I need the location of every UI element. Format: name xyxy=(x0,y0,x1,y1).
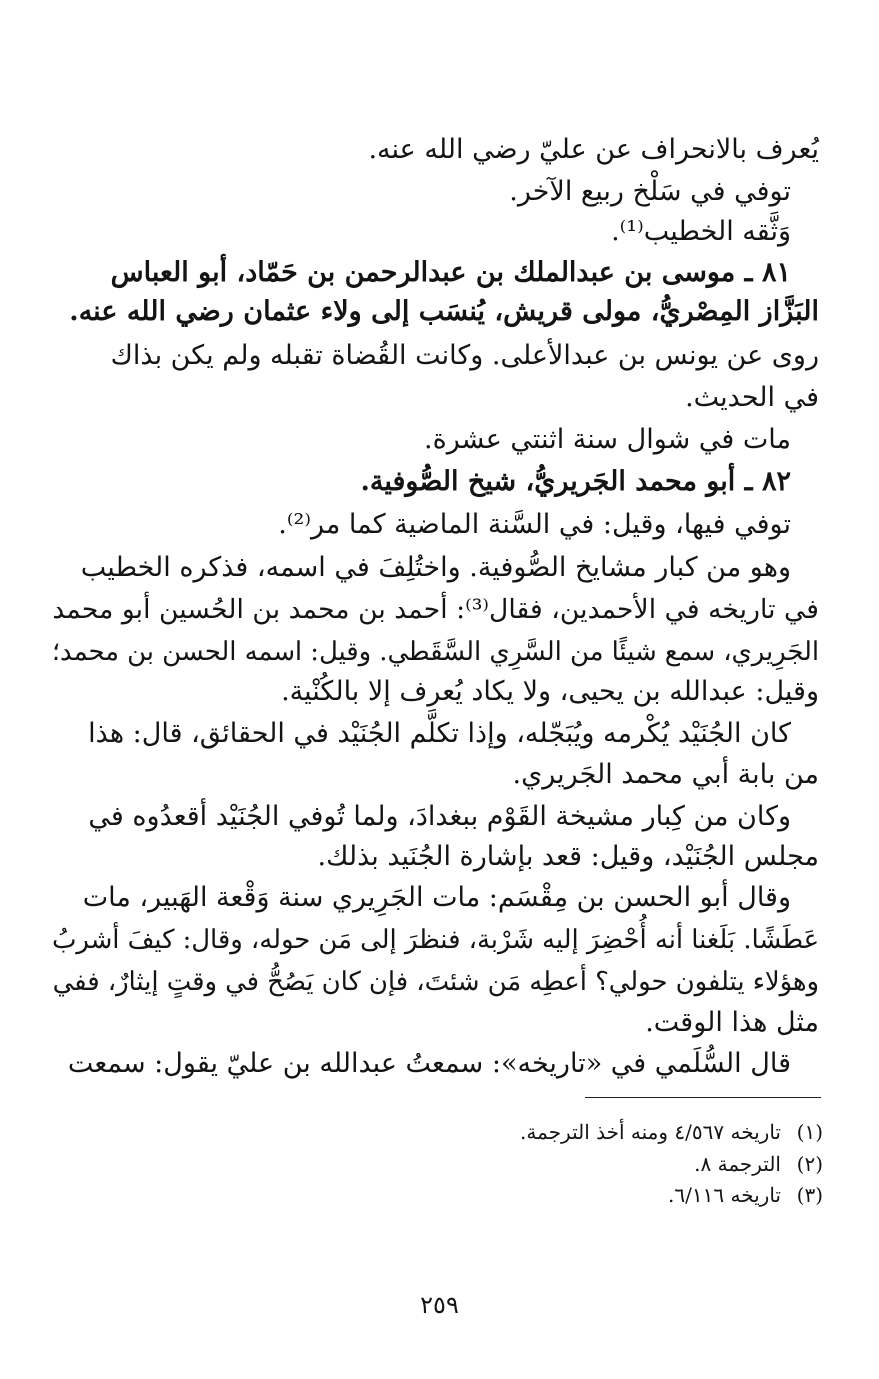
text-line: وقيل: عبدالله بن يحيى، ولا يكاد يُعرف إلا بالكُنْية. xyxy=(281,676,819,707)
text-line: مات في شوال سنة اثنتي عشرة. xyxy=(423,424,791,455)
footnote xyxy=(694,1149,823,1179)
text-line: مجلس الجُنَيْد، وقيل: قعد بإشارة الجُنَيد بذلك. xyxy=(317,841,819,872)
text-line: يُعرف بالانحراف عن عليّ رضي الله عنه. xyxy=(368,134,819,165)
footnote xyxy=(668,1180,823,1210)
footnote-text: تاريخه ٦/١١٦. xyxy=(668,1183,781,1207)
footnote-number: (٢) xyxy=(796,1152,823,1176)
text-line: الجَرِيري، سمع شيئًا من السَّرِي السَّقَطي. وقيل: اسمه الحسن بن محمد؛ xyxy=(51,637,819,667)
text-line: توفي فيها، وقيل: في السَّنة الماضية كما مر⁽²⁾. xyxy=(278,509,791,540)
text-line: قال السُّلَمي في «تاريخه»: سمعتُ عبدالله بن عليّ يقول: سمعت xyxy=(67,1048,791,1079)
text-line: توفي في سَلْخ ربيع الآخر. xyxy=(509,176,791,207)
text-line: وَثَّقه الخطيب⁽¹⁾. xyxy=(611,216,791,247)
text-line: عَطَشًا. بَلَغنا أنه أُحْضِرَ إليه شَرْبة، فنظرَ إلى مَن حوله، وقال: كيفَ أشربُ xyxy=(52,925,819,955)
text-line: روى عن يونس بن عبدالأعلى. وكانت القُضاة تقبله ولم يكن بذاك xyxy=(110,340,819,371)
text-line: وهؤلاء يتلفون حولي؟ أعطِه مَن شئتَ، فإن كان يَصُحُّ في وقتٍ إيثارٌ، ففي xyxy=(52,967,819,997)
text-line: كان الجُنَيْد يُكْرمه ويُبَجّله، وإذا تكلَّم الجُنَيْد في الحقائق، قال: هذا xyxy=(88,718,791,749)
text-line: وهو من كبار مشايخ الصُّوفية. واختُلِفَ في اسمه، فذكره الخطيب xyxy=(80,552,791,583)
text-line: من بابة أبي محمد الجَريري. xyxy=(512,759,819,790)
text-line: وكان من كِبار مشيخة القَوْم ببغدادَ، ولما تُوفي الجُنَيْد أقعدُوه في xyxy=(88,801,791,832)
text-line: وقال أبو الحسن بن مِقْسَم: مات الجَرِيري سنة وَقْعة الهَبير، مات xyxy=(82,882,791,913)
entry-heading: ٨١ ـ موسى بن عبدالملك بن عبدالرحمن بن حَمّاد، أبو العباس xyxy=(110,257,791,288)
footnote xyxy=(520,1117,823,1147)
page-number: ٢٥٩ xyxy=(420,1291,459,1319)
footnote-number: (٣) xyxy=(796,1183,823,1207)
entry-heading: البَزَّاز المِصْريُّ، مولى قريش، يُنسَب إلى ولاء عثمان رضي الله عنه. xyxy=(69,296,819,327)
footnote-text: الترجمة ٨. xyxy=(694,1152,781,1176)
text-line: في الحديث. xyxy=(685,382,819,413)
footnote-number: (١) xyxy=(796,1120,823,1144)
footnote-text: تاريخه ٤/٥٦٧ ومنه أخذ الترجمة. xyxy=(520,1120,781,1144)
text-line: مثل هذا الوقت. xyxy=(645,1007,819,1038)
entry-heading: ٨٢ ـ أبو محمد الجَريريُّ، شيخ الصُّوفية. xyxy=(360,466,791,497)
footnote-divider xyxy=(585,1097,821,1098)
text-line: في تاريخه في الأحمدين، فقال⁽³⁾: أحمد بن محمد بن الحُسين أبو محمد xyxy=(52,594,819,625)
